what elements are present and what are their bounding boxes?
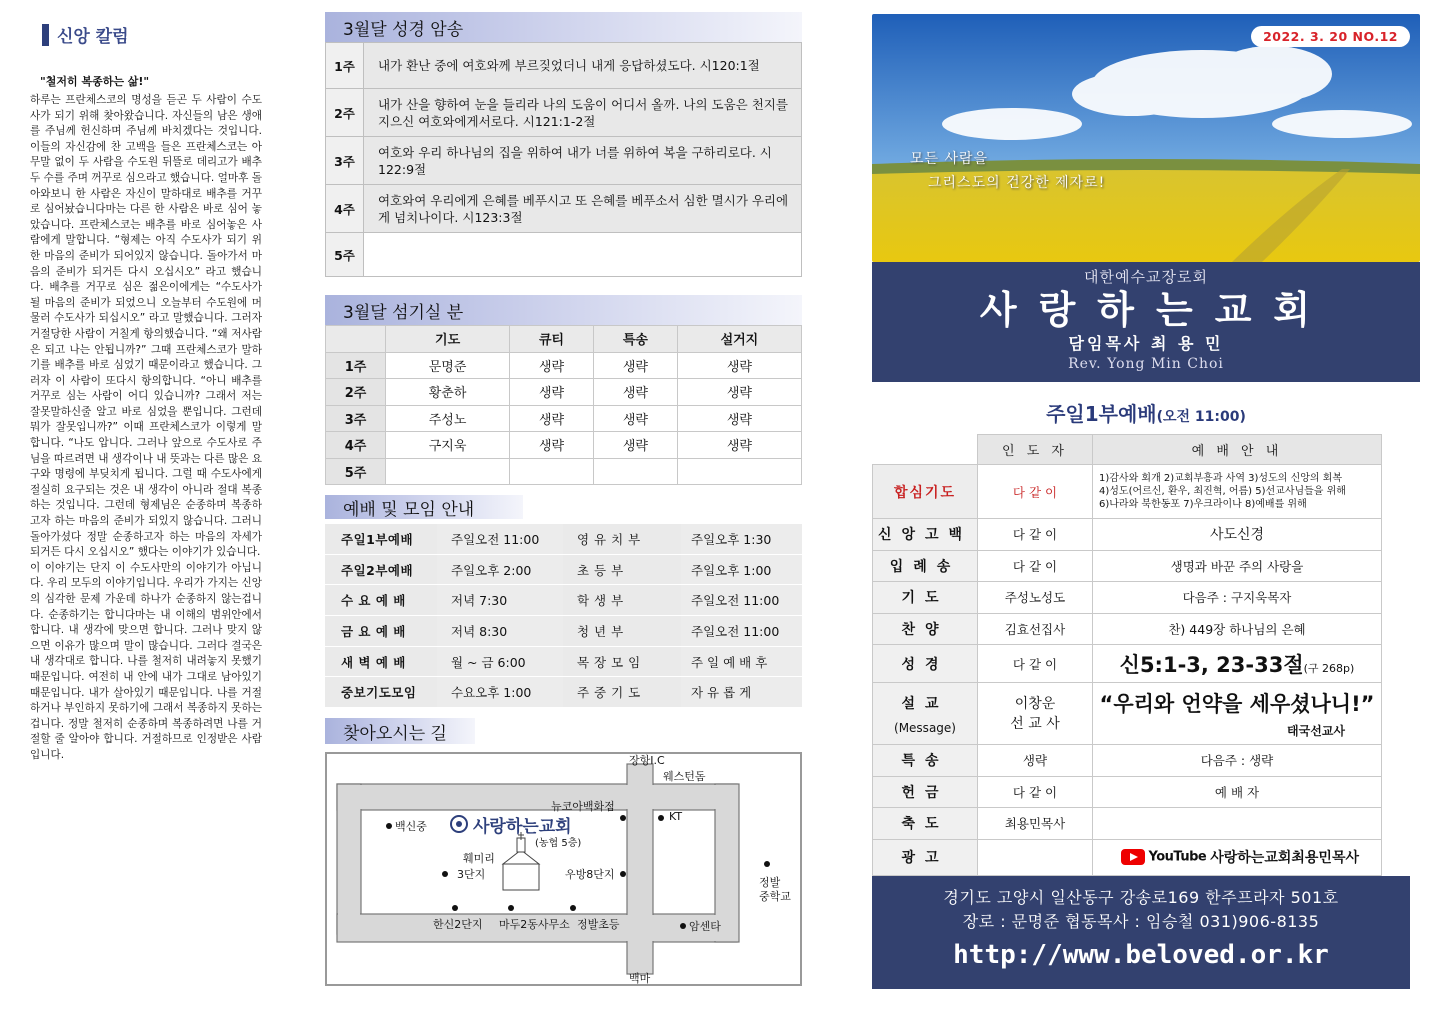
map-label: 장항I.C — [629, 754, 665, 768]
map-label: 백신중 — [395, 820, 427, 834]
map-label: 3단지 — [457, 868, 486, 882]
table-row: 2주 황춘하 생략 생략 생략 — [326, 379, 802, 406]
church-building-icon — [503, 832, 539, 890]
table-row: 5주 — [326, 458, 802, 485]
memory-verse-title: 3월달 성경 암송 — [325, 12, 802, 42]
middle-column — [325, 12, 802, 986]
map-label: 한신2단지 — [433, 918, 483, 932]
column-heading: "철저히 복종하는 삶!" — [40, 75, 150, 88]
location-dot-icon — [570, 905, 576, 911]
memory-verse-table — [325, 42, 802, 277]
schedule-title: 예배 및 모임 안내 — [325, 495, 523, 519]
church-banner — [872, 262, 1420, 382]
table-row: 신앙고백 다 같 이 사도신경 — [873, 519, 1382, 551]
table-row: 4주 구지욱 생략 생략 생략 — [326, 432, 802, 459]
field-sky-image — [872, 14, 1420, 262]
right-column — [872, 14, 1420, 989]
table-row: 입례송 다 같 이 생명과 바꾼 주의 사랑을 — [873, 550, 1382, 582]
title-bar-icon — [42, 24, 49, 46]
table-header-row: 인 도 자 예 배 안 내 — [873, 435, 1382, 465]
faith-column — [30, 22, 262, 764]
map-label: 중학교 — [759, 890, 791, 904]
map-label: 뉴코아백화점 — [551, 800, 615, 814]
sermon-title: “우리와 언약을 세우셨나니!” — [1099, 692, 1375, 716]
table-row: 주일1부예배 주일오전 11:00 영 유 치 부 주일오후 1:30 — [325, 524, 802, 555]
map-label: 백마 — [629, 972, 651, 986]
column-title: 신앙 칼럼 — [42, 22, 262, 47]
directions-title: 찾아오시는 길 — [325, 718, 475, 744]
map-label: 훼미리 — [463, 852, 495, 866]
location-dot-icon — [764, 861, 770, 867]
table-row: 기도 주성노성도 다음주 : 구지욱목자 — [873, 582, 1382, 614]
location-dot-icon — [680, 923, 686, 929]
website-link[interactable]: http://www.beloved.or.kr — [953, 939, 1329, 970]
date-badge: 2022. 3. 20 NO.12 — [1251, 26, 1410, 47]
table-row: 성경 다 같 이 신5:1-3, 23-33절(구 268p) — [873, 645, 1382, 683]
location-dot-icon — [452, 905, 458, 911]
table-row: 찬양 김효선집사 찬) 449장 하나님의 은혜 — [873, 613, 1382, 645]
table-row: 수 요 예 배 저녁 7:30 학 생 부 주일오전 11:00 — [325, 585, 802, 616]
table-row: 축도 최용민목사 — [873, 808, 1382, 840]
table-row: 중보기도모임 수요오후 1:00 주 중 기 도 자 유 롭 게 — [325, 677, 802, 708]
denomination: 대한예수교장로회 — [1084, 268, 1208, 286]
table-row: 1주 내가 환난 중에 여호와께 부르짖었더니 내게 응답하셨도다. 시120:1절 — [326, 43, 802, 89]
location-dot-icon — [658, 815, 664, 821]
worship-order-table — [872, 434, 1382, 876]
map-label: 암센타 — [689, 920, 721, 934]
map-label: 정발 — [759, 876, 781, 890]
map-label: (농협 5층) — [535, 838, 582, 850]
table-row: 설교 (Message) 이창운 선 교 사 “우리와 언약을 세우셨나니!” 태국선교사 — [873, 683, 1382, 745]
table-row: 헌금 다 같 이 예 배 자 — [873, 776, 1382, 808]
map-label: 마두2동사무소 — [499, 918, 570, 932]
table-row: 광고 YouTube 사랑하는교회최용민목사 — [873, 839, 1382, 875]
road-map-svg — [327, 754, 800, 984]
hero-image — [872, 14, 1420, 262]
table-row: 1주 문명준 생략 생략 생략 — [326, 352, 802, 379]
table-row: 합심기도 다 같 이 1)감사와 회개 2)교회부흥과 사역 3)성도의 신앙의 회복 4)성도(어르신, 환우, 최진혁, 어름) 5)선교사님들을 위해 6)나라와 북한동포 7)우크라이나 8)예배를 위해 — [873, 465, 1382, 519]
schedule-table — [325, 523, 802, 708]
location-dot-icon — [508, 905, 514, 911]
servers-title: 3월달 섬기실 분 — [325, 295, 802, 325]
map-label: 정발초등 — [577, 918, 620, 932]
location-dot-icon — [386, 823, 392, 829]
servers-table — [325, 325, 802, 485]
table-row: 2주 내가 산을 향하여 눈을 들리라 나의 도움이 어디서 올까. 나의 도움은 천지를 지으신 여호와에게서로다. 시121:1-2절 — [326, 89, 802, 137]
church-name: 사랑하는교회 — [979, 288, 1333, 332]
table-row: 3주 여호와 우리 하나님의 집을 위하여 내가 너를 위하여 복을 구하리로다. 시122:9절 — [326, 137, 802, 185]
scripture-ref: 신5:1-3, 23-33절 — [1119, 652, 1304, 677]
address: 경기도 고양시 일산동구 강송로169 한주프라자 501호 — [943, 887, 1339, 907]
service-title: 주일1부예배(오전 11:00) — [1046, 402, 1246, 426]
pastor-name-en: Rev. Yong Min Choi — [1068, 356, 1224, 372]
slogan-line1: 모든 사람을 — [910, 151, 989, 167]
table-row: 5주 — [326, 233, 802, 277]
table-row: 금 요 예 배 저녁 8:30 청 년 부 주일오전 11:00 — [325, 616, 802, 647]
map-church-name: 사랑하는교회 — [473, 817, 572, 838]
map-label: 우방8단지 — [565, 868, 615, 882]
table-row: 새 벽 예 배 월 ~ 금 6:00 목 장 모 임 주 일 예 배 후 — [325, 646, 802, 677]
youtube-play-icon — [1121, 849, 1145, 865]
directions-map — [325, 752, 802, 986]
table-row: 특송 생략 다음주 : 생략 — [873, 745, 1382, 777]
church-logo-icon — [451, 816, 467, 832]
table-row: 3주 주성노 생략 생략 생략 — [326, 405, 802, 432]
slogan-line2: 그리스도의 건강한 제자로! — [928, 175, 1106, 191]
map-label: KT — [669, 810, 683, 824]
table-row: 주일2부예배 주일오후 2:00 초 등 부 주일오후 1:00 — [325, 554, 802, 585]
location-dot-icon — [620, 871, 626, 877]
location-dot-icon — [442, 871, 448, 877]
column-body: 하루는 프란체스코의 명성을 듣곤 두 사람이 수도사가 되기 위해 찾아왔습니다. 자신들의 남은 생애를 주님께 헌신하며 주님께 바치겠다는 것입니다. 이들의 자신감에 찬 고백을 들은 프란체스코는 아무말 없이 두 사람을 수도원 뒤뜰로 데리고가 배추 두 수를 주며 꺼꾸로 심으라고 했습니다. 얼마후 돌아와보니 한 사람은 자신이 말하대로 배추를 거꾸로 심어놨습니다마는 다른 한 사람은 바로 심어 놓았습니다. 프란체스코는 배추를 바로 심어놓은 사람에게 말합니다. “형제는 아직 수도사가 되기 위한 마음의 준비가 되어있지 않습니다. 돌아가서 마음의 준비가 되거든 다시 오십시오” 라고 했습니다. 배추를 거꾸로 심은 젊은이에게는 “수도사가 될 마음의 준비가 되었으니 오늘부터 수도원에 머물러 수도사가 되십시오” 라고 말했습니다. 그러자 거절당한 사람이 거칠게 항의했습니다. “왜 저사람은 되고 나는 안됩니까?” 그때 프란체스코가 말하기를 배추를 바로 심었기 때문이라고 했습니다. 그러자 이 사람이 또다시 항의합니다. “아니 배추를 거꾸로 심는 사람이 어디 있습니까? 그래서 저는 잘못말하신줄 알고 바로 심었을 뿐입니다. 그런데 뭐가 잘못입니까?” 이때 프란체스코가 이렇게 말합니다. “나도 압니다. 그러나 앞으로 수도사로 주님을 따르려면 내 생각이나 내 뜻과는 다른 많은 요구와 명령에 부딪치게 됩니다. 그럴 때 수도사에게 절실히 요구되는 것은 내 생각이 아니라 절대 복종하는 것입니다. 그런데 형제님은 순종하며 복종하고자 하는 마음의 준비가 되있지 않습니다. 그러니 돌아가셨다 정말 순종하고자 하는 마음의 자세가 되거든 다시 오십시오” 했다는 이야기가 있습니다. 이 이야기는 단지 이 수도사만의 이야기가 아닙니다. 우리 모두의 이야기입니다. 우리가 가지는 신앙의 심각한 문제 가운데 하나가 순종하지 않는겁니다. 순종하기는 합니다마는 내 이해의 범위안에서 합니다. 내 생각에 맞으면 합니다. 그러나 맞지 않으면 이유가 많으며 말이 많습니다. 그러다 결국은 내 생각대로 합니다. 나를 철저히 내려놓지 못했기 때문입니다. 여전히 내 안에 내가 그대로 남아있기 때문입니다. 내가 살아있기 때문입니다. 나를 거절하거나 부인하지 못하기에 그래서 복종하지 못하는 겁니다. 정말 철저히 순종하며 복종하려면 나를 거절할 줄 알아야 합니다. 거절하므로 인정받은 사람입니다. — [30, 94, 262, 761]
footer-info — [872, 876, 1410, 989]
location-dot-icon — [620, 815, 626, 821]
staff-contact: 장로 : 문명준 협동목사 : 임승철 031)906-8135 — [962, 911, 1320, 931]
table-header-row: 기도 큐티 특송 설거지 — [326, 326, 802, 353]
pastor-name: 담임목사 최 용 민 — [1068, 334, 1224, 353]
youtube-link[interactable]: YouTube 사랑하는교회최용민목사 — [1093, 839, 1382, 875]
table-row: 4주 여호와여 우리에게 은혜를 베푸시고 또 은혜를 베푸소서 심한 멸시가 우리에게 넘치나이다. 시123:3절 — [326, 185, 802, 233]
map-label: 웨스턴돔 — [663, 770, 706, 784]
